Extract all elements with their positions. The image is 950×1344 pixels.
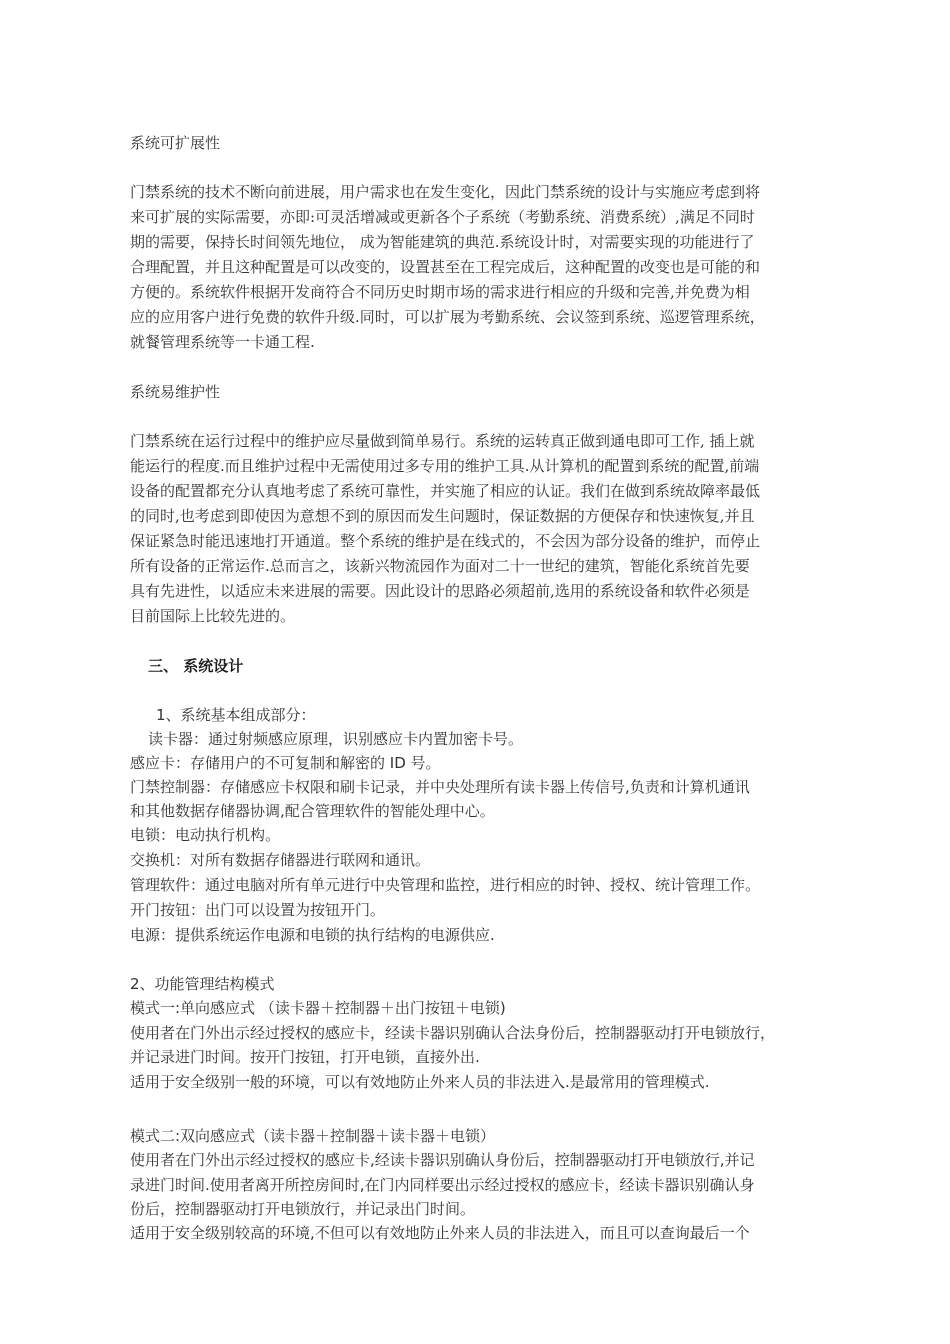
list-item: 读卡器：通过射频感应原理，识别感应卡内置加密卡号。 (148, 730, 524, 748)
paragraph-line: 录进门时间.使用者离开所控房间时,在门内同样要出示经过授权的感应卡，经读卡器识别确认身 (130, 1176, 755, 1194)
section-heading-maintainability: 系统易维护性 (130, 383, 221, 401)
list-item: 管理软件：通过电脑对所有单元进行中央管理和监控，进行相应的时钟、授权、统计管理工作。 (130, 876, 761, 894)
paragraph-line: 使用者在门外出示经过授权的感应卡，经读卡器识别确认合法身份后，控制器驱动打开电锁放行， (130, 1024, 776, 1042)
paragraph-line: 份后，控制器驱动打开电锁放行，并记录出门时间。 (130, 1200, 476, 1218)
list-item: 电源：提供系统运作电源和电锁的执行结构的电源供应. (130, 926, 495, 944)
paragraph-line: 就餐管理系统等一卡通工程. (130, 333, 315, 351)
paragraph-line: 的同时,也考虑到即使因为意想不到的原因而发生问题时，保证数据的方便保存和快速恢复,并且 (130, 507, 755, 525)
paragraph-line: 门禁系统在运行过程中的维护应尽量做到简单易行。系统的运转真正做到通电即可工作, 插上就 (130, 432, 755, 450)
paragraph-line: 来可扩展的实际需要，亦即:可灵活增减或更新各个子系统（考勤系统、消费系统）,满足不同时 (130, 208, 755, 226)
paragraph-line: 所有设备的正常运作.总而言之，该新兴物流园作为面对二十一世纪的建筑，智能化系统首先要 (130, 557, 750, 575)
subheading-management-modes: 2、功能管理结构模式 (130, 975, 275, 993)
mode-two-title: 模式二:双向感应式（读卡器＋控制器＋读卡器＋电锁） (130, 1127, 496, 1145)
paragraph-line: 具有先进性，以适应未来进展的需要。因此设计的思路必须超前,选用的系统设备和软件必须是 (130, 582, 750, 600)
paragraph-line: 并记录进门时间。按开门按钮，打开电锁，直接外出. (130, 1048, 480, 1066)
mode-one-title: 模式一:单向感应式 （读卡器＋控制器＋出门按钮＋电锁) (130, 999, 506, 1017)
paragraph-line: 设备的配置都充分认真地考虑了系统可靠性，并实施了相应的认证。我们在做到系统故障率最低 (130, 482, 761, 500)
paragraph-line: 门禁系统的技术不断向前进展，用户需求也在发生变化，因此门禁系统的设计与实施应考虑到将 (130, 183, 761, 201)
section-heading-system-design: 三、 系统设计 (148, 657, 244, 675)
list-item: 和其他数据存储器协调,配合管理软件的智能处理中心。 (130, 802, 495, 820)
section-heading-expandability: 系统可扩展性 (130, 134, 221, 152)
paragraph-line: 适用于安全级别较高的环境,不但可以有效地防止外来人员的非法进入，而且可以查询最后一个 (130, 1224, 750, 1242)
paragraph-line: 合理配置，并且这种配置是可以改变的，设置甚至在工程完成后，这种配置的改变也是可能的和 (130, 258, 761, 276)
paragraph-line: 目前国际上比较先进的。 (130, 607, 296, 625)
paragraph-line: 使用者在门外出示经过授权的感应卡,经读卡器识别确认身份后，控制器驱动打开电锁放行,并记 (130, 1151, 755, 1169)
paragraph-line: 方便的。系统软件根据开发商符合不同历史时期市场的需求进行相应的升级和完善,并免费为相 (130, 283, 750, 301)
paragraph-line: 保证紧急时能迅速地打开通道。整个系统的维护是在线式的，不会因为部分设备的维护，而停止 (130, 532, 761, 550)
paragraph-line: 能运行的程度.而且维护过程中无需使用过多专用的维护工具.从计算机的配置到系统的配置,前端 (130, 457, 760, 475)
paragraph-line: 应的应用客户进行免费的软件升级.同时，可以扩展为考勤系统、会议签到系统、巡逻管理系统， (130, 308, 765, 326)
paragraph-line: 适用于安全级别一般的环境，可以有效地防止外来人员的非法进入.是最常用的管理模式. (130, 1073, 710, 1091)
subheading-basic-components: 1、系统基本组成部分： (156, 706, 316, 724)
paragraph-line: 期的需要，保持长时间领先地位， 成为智能建筑的典范.系统设计时，对需要实现的功能进行了 (130, 233, 755, 251)
list-item: 感应卡：存储用户的不可复制和解密的 ID 号。 (130, 754, 441, 772)
list-item: 开门按钮：出门可以设置为按钮开门。 (130, 901, 386, 919)
list-item: 交换机：对所有数据存储器进行联网和通讯。 (130, 851, 431, 869)
list-item: 门禁控制器：存储感应卡权限和刷卡记录，并中央处理所有读卡器上传信号,负责和计算机通讯 (130, 778, 750, 796)
list-item: 电锁：电动执行机构。 (130, 826, 281, 844)
